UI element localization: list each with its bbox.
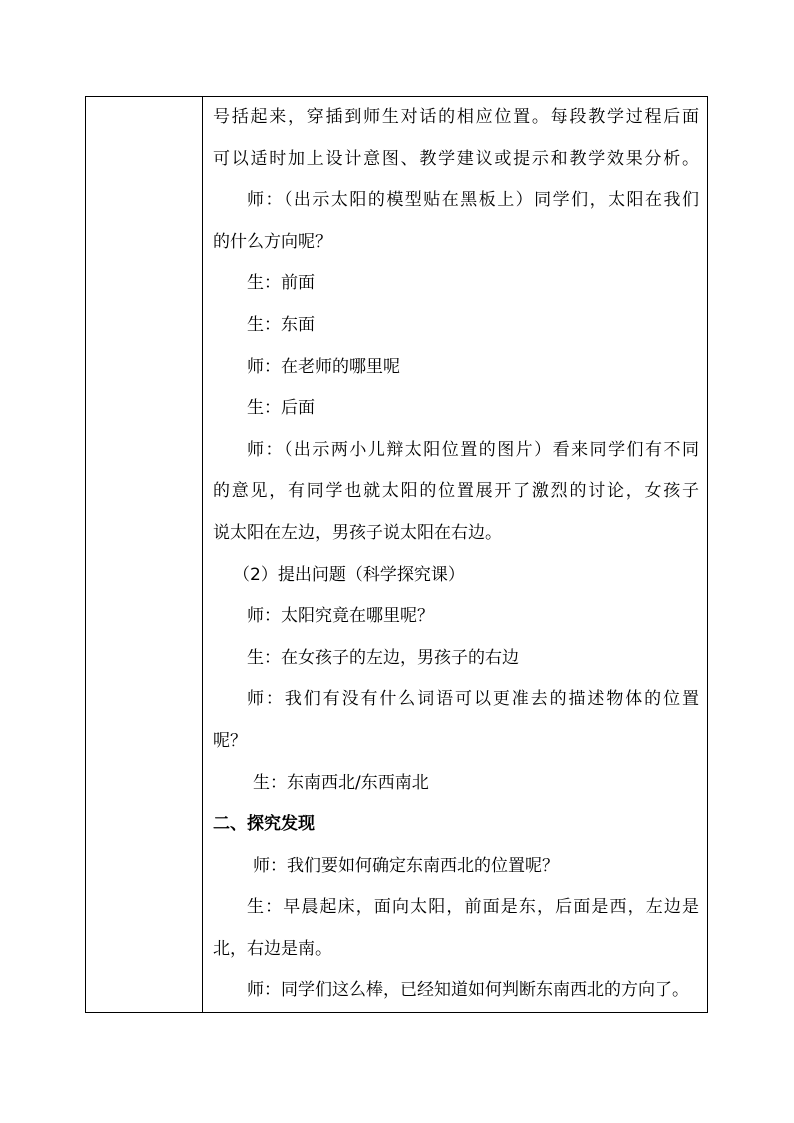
dialogue-line: 生：东面: [247, 314, 315, 335]
dialogue-line: 师：同学们这么棒，已经知道如何判断东南西北的方向了。: [247, 980, 689, 1001]
dialogue-line: 呢？: [213, 730, 247, 751]
dialogue-line: 师：我们有没有什么词语可以更准去的描述物体的位置: [247, 689, 699, 710]
subsection-heading: （2）提出问题（科学探究课）: [233, 564, 465, 585]
dialogue-line: 生：在女孩子的左边，男孩子的右边: [247, 647, 519, 668]
paragraph-line: 号括起来，穿插到师生对话的相应位置。每段教学过程后面: [213, 107, 699, 127]
dialogue-line: 师：（出示太阳的模型贴在黑板上）同学们，太阳在我们: [247, 190, 699, 211]
dialogue-line: 师：（出示两小儿辩太阳位置的图片）看来同学们有不同: [247, 439, 699, 460]
dialogue-line: 的意见，有同学也就太阳的位置展开了激烈的讨论，女孩子: [213, 481, 699, 502]
left-column-cell: [86, 97, 203, 1012]
dialogue-line: 生：早晨起床，面向太阳，前面是东，后面是西，左边是: [247, 897, 699, 918]
dialogue-line: 师：在老师的哪里呢: [247, 356, 400, 377]
dialogue-line: 北，右边是南。: [213, 938, 332, 959]
dialogue-line: 的什么方向呢？: [213, 231, 332, 252]
paragraph-line: 可以适时加上设计意图、教学建议或提示和教学效果分析。: [213, 148, 699, 169]
dialogue-line: 生：后面: [247, 398, 315, 419]
dialogue-line: 生：前面: [247, 273, 315, 294]
dialogue-line: 师：我们要如何确定东南西北的位置呢？: [253, 855, 559, 876]
section-heading: 二、探究发现: [213, 814, 315, 835]
lesson-table: [85, 96, 708, 1013]
dialogue-line: 生：东南西北/东西南北: [253, 772, 429, 793]
dialogue-line: 师：太阳究竟在哪里呢？: [247, 606, 434, 627]
dialogue-line: 说太阳在左边，男孩子说太阳在右边。: [213, 522, 502, 543]
content-cell: [203, 97, 707, 1012]
